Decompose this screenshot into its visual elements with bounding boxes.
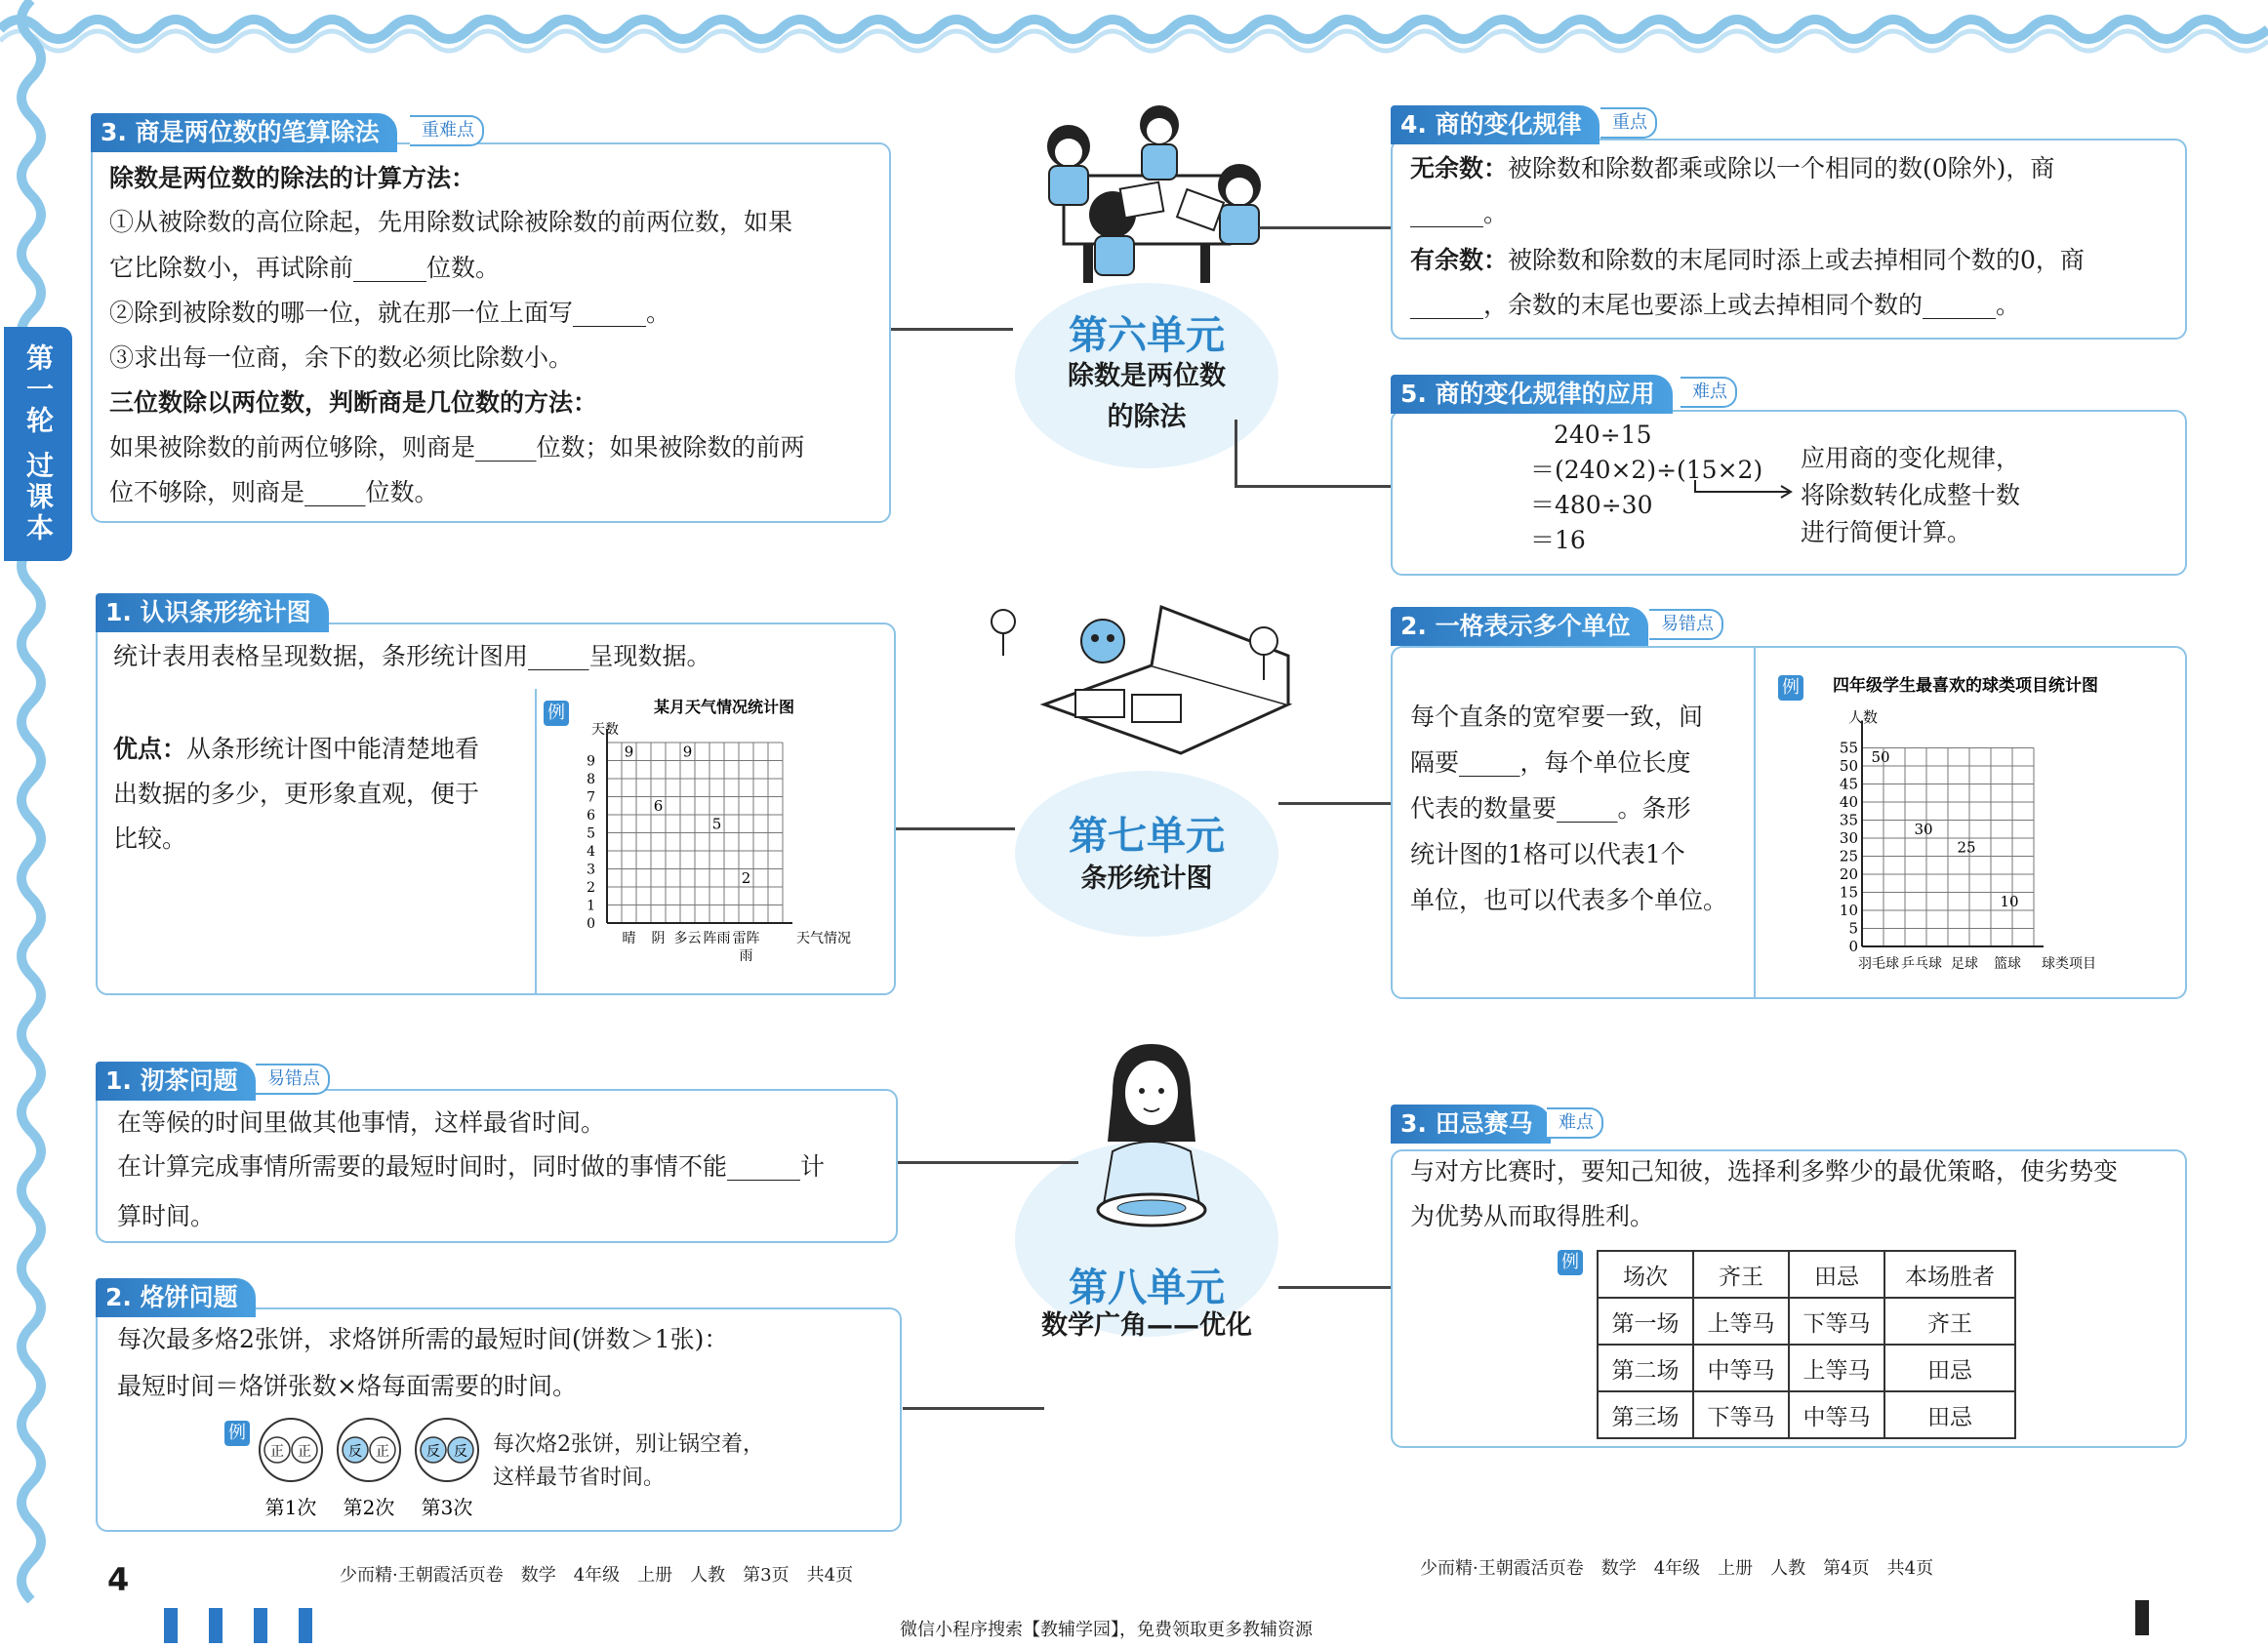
connector-s5-v: [1235, 420, 1237, 486]
s4-line2: ______。: [1410, 199, 1509, 227]
bottom-bars-left: [164, 1608, 320, 1643]
s3-line5: ③求出每一位商，余下的数必须比除数小。: [109, 343, 574, 372]
o3-line2: 为优势从而取得胜利。: [1410, 1202, 1655, 1230]
y-axis-label: 天数: [591, 722, 619, 738]
s4-text1: 被除数和除数都乘或除以一个相同的数(0除外)，商: [1508, 154, 2055, 182]
s3-line7: 如果被除数的前两位够除，则商是_____位数；如果被除数的前两: [109, 433, 805, 462]
b2-line5: 单位，也可以代表多个单位。: [1410, 886, 1728, 914]
table-header-row: [1598, 1251, 2015, 1298]
data-label: 50: [1871, 748, 1890, 766]
round-label: 第2次: [343, 1496, 395, 1519]
round-label: 第3次: [421, 1496, 473, 1519]
s3-line4: ②除到被除数的哪一位，就在那一位上面写______。: [109, 299, 671, 327]
data-label: 9: [682, 743, 693, 761]
y-tick-label: 6: [587, 808, 595, 824]
b1-divider: [535, 689, 537, 993]
table-row: [1598, 1298, 2015, 1345]
data-label: 2: [741, 869, 751, 887]
x-tick-label: 晴: [622, 931, 636, 946]
footer-left: 少而精·王朝霞活页卷 数学 4年级 上册 人教 第3页 共4页: [340, 1565, 854, 1586]
section-s5-tag: 难点: [1681, 377, 1737, 408]
y-tick-label: 30: [1839, 829, 1858, 847]
connector-o1: [898, 1161, 1078, 1164]
unit8-title: 第八单元: [1069, 1266, 1225, 1310]
y-tick-label: 10: [1839, 902, 1858, 919]
b1-line1: 统计表用表格呈现数据，条形统计图用_____呈现数据。: [113, 642, 711, 670]
connector-o2: [903, 1407, 1044, 1410]
footer-right: 少而精·王朝霞活页卷 数学 4年级 上册 人教 第4页 共4页: [1420, 1558, 1934, 1579]
b1-adv-text1: 从条形统计图中能清楚地看: [186, 735, 480, 763]
s3-line3: 它比除数小，再试除前______位数。: [109, 254, 501, 282]
wavy-top-border: [0, 0, 2268, 68]
s5-note3: 进行简便计算。: [1801, 518, 1972, 546]
data-label: 30: [1914, 821, 1933, 838]
s5-calc2: ＝(240×2)÷(15×2): [1530, 456, 1763, 484]
table-cell: 中等马: [1693, 1345, 1789, 1391]
unit6-title: 第六单元: [1069, 313, 1225, 358]
table-header-cell: 田忌: [1789, 1251, 1884, 1298]
round-label: 第1次: [264, 1496, 317, 1519]
s4-line1: [1410, 146, 2054, 191]
b1-adv-label: 优点：: [113, 735, 187, 763]
unit6-subtitle: [1015, 356, 1278, 438]
table-cell: 第二场: [1598, 1345, 1693, 1391]
b2-line3: 代表的数量要_____。条形: [1410, 794, 1691, 823]
connector-b2: [1278, 802, 1391, 805]
y-tick-label: 5: [1848, 919, 1858, 938]
s4-line4: ______，余数的末尾也要添上或去掉相同个数的______。: [1410, 291, 2021, 319]
ball-sports-bar-chart: [1805, 669, 2176, 982]
section-s3-tag: 重难点: [410, 115, 484, 146]
section-b1-title: 1. 认识条形统计图: [96, 593, 329, 632]
y-tick-label: 0: [1848, 938, 1858, 955]
wavy-left-border: [0, 0, 68, 1648]
y-tick-label: 0: [587, 916, 595, 932]
chart-title: 某月天气情况统计图: [654, 698, 795, 716]
x-tick-label: 羽毛球: [1858, 956, 1899, 972]
cake-side-label: 反: [454, 1444, 467, 1460]
y-tick-label: 5: [587, 825, 595, 842]
section-b2-title: 2. 一格表示多个单位: [1391, 607, 1648, 646]
section-s5-title: 5. 商的变化规律的应用: [1391, 375, 1673, 414]
table-header-cell: 场次: [1598, 1251, 1693, 1298]
o2-line2: 最短时间＝烙饼张数×烙每面需要的时间。: [117, 1372, 577, 1400]
table-cell: 齐王: [1884, 1298, 2015, 1345]
s4-label-no-remainder: 无余数：: [1410, 154, 1509, 182]
sidebar-label: 第一轮 过课本: [4, 327, 72, 561]
y-tick-label: 4: [587, 844, 595, 860]
y-axis-label: 人数: [1848, 708, 1879, 726]
y-tick-label: 15: [1839, 883, 1858, 902]
y-tick-label: 2: [587, 880, 595, 896]
page-number: 4: [107, 1561, 130, 1598]
connector-s3: [891, 328, 1013, 331]
table-header-cell: 齐王: [1693, 1251, 1789, 1298]
s4-line3: [1410, 238, 2085, 283]
connector-b1: [896, 827, 1015, 830]
s5-note2: 将除数转化成整十数: [1801, 481, 2021, 509]
data-label: 10: [2000, 893, 2019, 910]
data-label: 5: [711, 815, 722, 833]
x-axis-label: 天气情况: [796, 931, 851, 946]
x-tick-label: 阴: [651, 931, 666, 946]
o2-example-badge: 例: [224, 1421, 250, 1446]
x-tick-label: 乒乓球: [1901, 956, 1942, 972]
connector-o3: [1278, 1286, 1391, 1289]
section-s3-title: 3. 商是两位数的笔算除法: [91, 113, 397, 152]
table-cell: 第一场: [1598, 1298, 1693, 1345]
x-tick-label: 雨: [739, 948, 753, 964]
b1-adv-line3: 比较。: [113, 824, 187, 853]
data-label: 25: [1957, 838, 1976, 857]
b2-example-badge: 例: [1778, 675, 1803, 701]
unit7-title: 第七单元: [1069, 814, 1225, 859]
connector-s4: [1259, 226, 1391, 229]
table-row: [1598, 1391, 2015, 1438]
s4-text3: 被除数和除数的末尾同时添上或去掉相同个数的0，商: [1508, 246, 2085, 274]
x-tick-label: 多云: [673, 931, 702, 946]
y-tick-label: 1: [587, 898, 595, 914]
section-o3-tag: 难点: [1547, 1107, 1603, 1139]
chart-title: 四年级学生最喜欢的球类项目统计图: [1833, 676, 2098, 696]
table-cell: 上等马: [1789, 1345, 1884, 1391]
s5-calc4: ＝16: [1530, 526, 1586, 554]
b2-divider: [1754, 648, 1756, 997]
x-tick-label: 足球: [1951, 956, 1978, 972]
cooking-girl-illustration: [1073, 1034, 1230, 1239]
o3-example-badge: 例: [1558, 1250, 1583, 1275]
unit7-subtitle: 条形统计图: [1080, 864, 1213, 894]
section-s4-tag: 重点: [1600, 107, 1657, 139]
table-cell: 第三场: [1598, 1391, 1693, 1438]
y-tick-label: 40: [1839, 793, 1858, 811]
cake-rounds-diagram: [252, 1417, 486, 1524]
book-illustration: [986, 597, 1298, 783]
data-label: 9: [624, 743, 634, 761]
y-tick-label: 55: [1839, 739, 1858, 757]
b2-line2: 隔要_____，每个单位长度: [1410, 748, 1691, 777]
table-row: [1598, 1345, 2015, 1391]
y-tick-label: 7: [587, 789, 595, 806]
y-tick-label: 3: [587, 862, 595, 878]
y-tick-label: 20: [1839, 865, 1858, 883]
b1-adv-line1: [113, 727, 479, 772]
cake-side-label: 正: [270, 1444, 284, 1460]
section-o1-tag: 易错点: [256, 1064, 330, 1095]
bottom-bar-right: [2135, 1600, 2149, 1635]
o2-note2: 这样最节省时间。: [493, 1466, 666, 1490]
unit6-subtitle-line2: 的除法: [1107, 402, 1187, 432]
table-cell: 田忌: [1884, 1345, 2015, 1391]
connector-s5-h: [1235, 485, 1391, 488]
horse-race-table: [1597, 1250, 2016, 1439]
cake-side-label: 反: [426, 1444, 440, 1460]
table-cell: 上等马: [1693, 1298, 1789, 1345]
unit6-subtitle-line1: 除数是两位数: [1068, 361, 1226, 391]
b2-line4: 统计图的1格可以代表1个: [1410, 840, 1685, 868]
table-cell: 田忌: [1884, 1391, 2015, 1438]
table-cell: 中等马: [1789, 1391, 1884, 1438]
students-illustration: [1015, 98, 1278, 293]
footer-bottom: 微信小程序搜索【教辅学园】，免费领取更多教辅资源: [900, 1620, 1313, 1640]
x-tick-label: 雷阵: [732, 931, 760, 946]
section-o1-title: 1. 沏茶问题: [96, 1062, 256, 1101]
o2-line1: 每次最多烙2张饼，求烙饼所需的最短时间(饼数＞1张)：: [117, 1325, 729, 1353]
y-tick-label: 8: [587, 772, 595, 787]
o1-line3: 算时间。: [117, 1202, 216, 1230]
section-s4-title: 4. 商的变化规律: [1391, 105, 1600, 144]
section-o2-title: 2. 烙饼问题: [96, 1278, 256, 1317]
s3-line6: 三位数除以两位数，判断商是几位数的方法：: [109, 388, 598, 417]
x-tick-label: 篮球: [1994, 956, 2021, 972]
s5-arrow: [1693, 478, 1801, 507]
o3-line1: 与对方比赛时，要知己知彼，选择利多弊少的最优策略，使劣势变: [1410, 1157, 2119, 1186]
x-axis-label: 球类项目: [2042, 956, 2096, 972]
b1-example-badge: 例: [544, 701, 569, 726]
data-label: 6: [653, 797, 664, 815]
y-tick-label: 45: [1839, 775, 1858, 793]
table-header-cell: 本场胜者: [1884, 1251, 2015, 1298]
o1-line2: 在计算完成事情所需要的最短时间时，同时做的事情不能______计: [117, 1152, 826, 1181]
unit8-subtitle: 数学广角——优化: [1041, 1310, 1252, 1341]
s5-calc1: 240÷15: [1554, 421, 1652, 449]
s3-line8: 位不够除，则商是_____位数。: [109, 478, 439, 506]
weather-bar-chart: [556, 691, 878, 974]
s3-line1: 除数是两位数的除法的计算方法：: [109, 164, 476, 192]
y-tick-label: 35: [1839, 811, 1858, 829]
s3-line2: ①从被除数的高位除起，先用除数试除被除数的前两位数，如果: [109, 208, 793, 236]
y-tick-label: 50: [1839, 757, 1858, 775]
section-o3-title: 3. 田忌赛马: [1391, 1105, 1551, 1144]
s4-label-remainder: 有余数：: [1410, 246, 1509, 274]
o1-line1: 在等候的时间里做其他事情，这样最省时间。: [117, 1108, 606, 1137]
y-tick-label: 9: [587, 753, 595, 770]
table-cell: 下等马: [1789, 1298, 1884, 1345]
cake-side-label: 正: [376, 1444, 389, 1460]
s5-calc3: ＝480÷30: [1530, 491, 1653, 519]
table-cell: 下等马: [1693, 1391, 1789, 1438]
b1-adv-line2: 出数据的多少，更形象直观，便于: [113, 780, 480, 808]
o2-note1: 每次烙2张饼，别让锅空着，: [493, 1432, 764, 1457]
x-tick-label: 阵雨: [703, 931, 731, 946]
section-b2-tag: 易错点: [1649, 609, 1723, 640]
cake-side-label: 正: [298, 1444, 311, 1460]
y-tick-label: 25: [1839, 847, 1858, 865]
cake-side-label: 反: [348, 1444, 362, 1460]
s5-note1: 应用商的变化规律，: [1801, 444, 2021, 472]
b2-line1: 每个直条的宽窄要一致，间: [1410, 703, 1704, 731]
